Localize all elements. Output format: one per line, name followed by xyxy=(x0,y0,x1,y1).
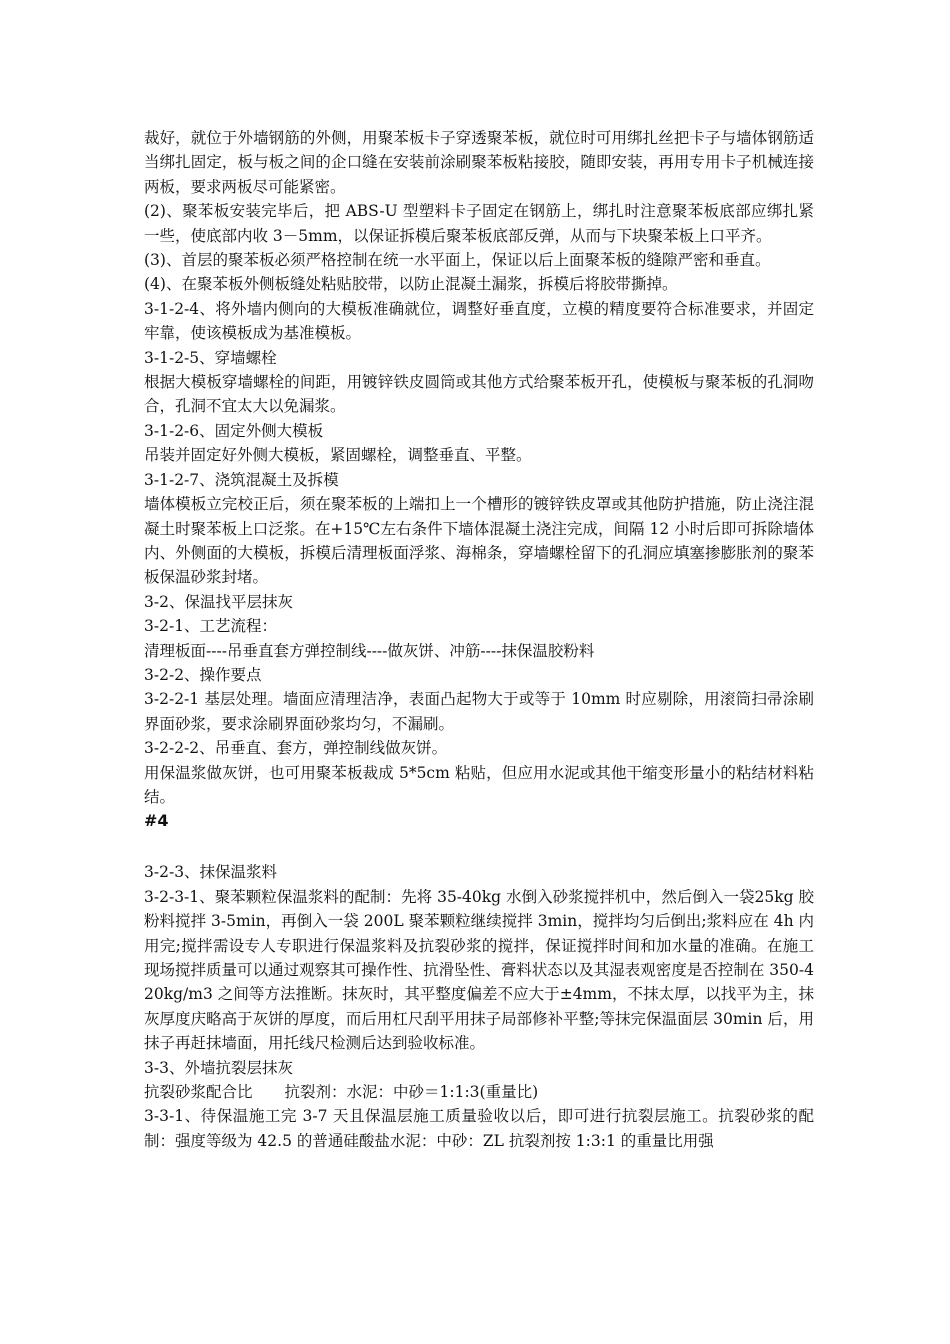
paragraph: 3-3-1、待保温施工完 3-7 天且保温层施工质量验收以后，即可进行抗裂层施工。抗裂砂浆的配制：强度等级为 42.5 的普通硅酸盐水泥：中砂：ZL 抗裂剂按 1:3:1 的重量比用强 xyxy=(144,1107,814,1150)
section-heading: 3-2-1、工艺流程： xyxy=(144,617,278,636)
section-heading: 3-3、外墙抗裂层抹灰 xyxy=(144,1058,293,1077)
mix-ratio-label: 抗裂砂浆配合比 xyxy=(144,1083,253,1102)
paragraph: (4)、在聚苯板外侧板缝处粘贴胶带，以防止混凝土漏浆，拆模后将胶带撕掉。 xyxy=(144,275,678,294)
section-heading: 3-2-2、操作要点 xyxy=(144,665,262,684)
section-heading: 3-2、保温找平层抹灰 xyxy=(144,592,293,611)
paragraph: 3-1-2-4、将外墙内侧向的大模板准确就位，调整好垂直度，立模的精度要符合标准要求，并固定牢靠，使该模板成为基准模板。 xyxy=(144,299,814,343)
document-page xyxy=(144,126,814,1153)
paragraph: 3-2-3-1、聚苯颗粒保温浆料的配制：先将 35-40kg 水倒入砂浆搅拌机中，然后倒入一袋25kg 胶粉料搅拌 3-5min，再倒入一袋 200L 聚苯颗粒继续搅拌 3min，搅拌均匀后倒出;浆料应在 4h 内用完;搅拌需设专人专职进行保温浆料及抗裂砂浆的搅拌，保证搅拌时间和加水量的准确。在施工现场搅拌质量可以通过观察其可操作性、抗滑坠性、膏料状态以及其湿表观密度是否控制在 350-420kg/m3 之间等方法推断。抹灰时，其平整度偏差不应大于±4mm，不抹太厚，以找平为主，抹灰厚度庆略高于灰饼的厚度，而后用杠尺刮平用抹子局部修补平整;等抹完保温面层 30min 后，用抹子再赶抹墙面，用托线尺检测后达到验收标准。 xyxy=(144,887,814,1053)
paragraph: 吊装并固定好外侧大模板，紧固螺栓，调整垂直、平整。 xyxy=(144,446,532,465)
section-heading: 3-2-3、抹保温浆料 xyxy=(144,863,278,882)
paragraph: 清理板面----吊垂直套方弹控制线----做灰饼、冲筋----抹保温胶粉料 xyxy=(144,641,595,660)
mix-ratio-line xyxy=(144,1080,814,1104)
section-heading: 3-1-2-7、浇筑混凝土及拆模 xyxy=(144,470,339,489)
paragraph: 3-2-2-1 基层处理。墙面应清理洁净，表面凸起物大于或等于 10mm 时应剔除，用滚筒扫帚涂刷界面砂浆，要求涂刷界面砂浆均匀，不漏刷。 xyxy=(144,690,814,733)
paragraph: 3-2-2-2、吊垂直、套方，弹控制线做灰饼。 xyxy=(144,739,448,758)
mix-ratio-value: 抗裂剂：水泥：中砂＝1:1:3(重量比) xyxy=(284,1083,539,1102)
paragraph: (2)、聚苯板安装完毕后，把 ABS-U 型塑料卡子固定在钢筋上，绑扎时注意聚苯板底部应绑扎紧一些，使底部内收 3－5mm，以保证拆模后聚苯板底部反弹，从而与下块聚苯板上口平齐。 xyxy=(144,202,814,245)
section-heading: 3-1-2-5、穿墙螺栓 xyxy=(144,348,277,367)
section-heading: 3-1-2-6、固定外侧大模板 xyxy=(144,421,324,440)
paragraph: 根据大模板穿墙螺栓的间距，用镀锌铁皮圆筒或其他方式给聚苯板开孔，使模板与聚苯板的孔洞吻合，孔洞不宜太大以免漏浆。 xyxy=(144,373,814,416)
paragraph: 墙体模板立完校正后，须在聚苯板的上端扣上一个槽形的镀锌铁皮罩或其他防护措施，防止浇注混凝土时聚苯板上口泛浆。在+15℃左右条件下墙体混凝土浇注完成，间隔 12 小时后即可拆除墙体内、外侧面的大模板，拆模后清理板面浮浆、海棉条，穿墙螺栓留下的孔洞应填塞掺膨胀剂的聚苯板保温砂浆封堵。 xyxy=(144,495,814,587)
paragraph: (3)、首层的聚苯板必须严格控制在统一水平面上，保证以后上面聚苯板的缝隙严密和垂直。 xyxy=(144,251,771,270)
paragraph: 裁好，就位于外墙钢筋的外侧，用聚苯板卡子穿透聚苯板，就位时可用绑扎丝把卡子与墙体钢筋适当绑扎固定，板与板之间的企口缝在安装前涂刷聚苯板粘接胶，随即安装，再用专用卡子机械连接两板，要求两板尽可能紧密。 xyxy=(144,129,814,196)
paragraph: 用保温浆做灰饼，也可用聚苯板裁成 5*5cm 粘贴，但应用水泥或其他干缩变形量小的粘结材料粘结。 xyxy=(144,763,814,806)
page-marker: #4 xyxy=(144,811,169,831)
